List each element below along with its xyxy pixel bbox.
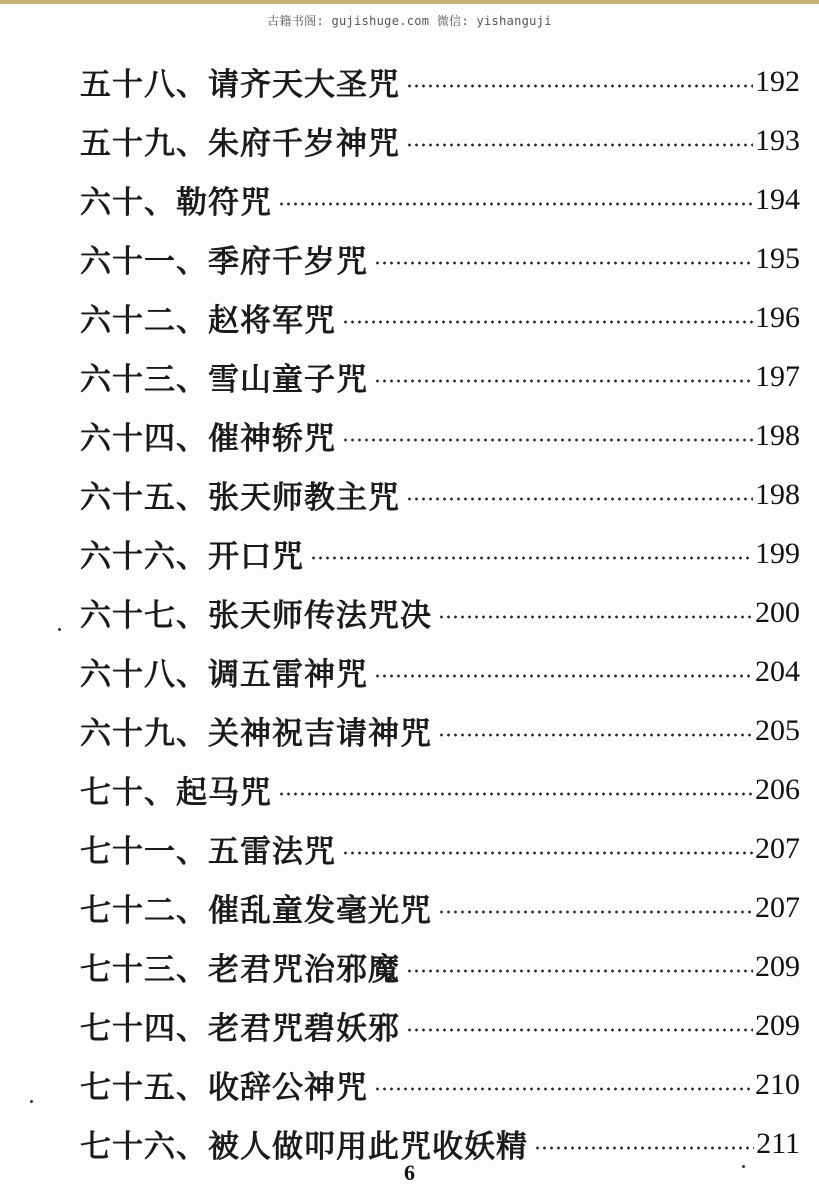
- dot-leader: [406, 1028, 753, 1032]
- dot-leader: [406, 969, 753, 973]
- entry-page-number: 198: [755, 418, 800, 452]
- entry-page-number: 192: [755, 64, 800, 98]
- entry-page-number: 207: [755, 831, 800, 865]
- toc-entry: [80, 878, 800, 937]
- toc-entry: [80, 406, 800, 465]
- dot-leader: [406, 84, 753, 88]
- toc-entry: [80, 819, 800, 878]
- entry-page-number: 204: [755, 654, 800, 688]
- toc-entry: [80, 937, 800, 996]
- entry-title: 七十二、催乱童发毫光咒: [80, 893, 432, 929]
- entry-page-number: 205: [755, 713, 800, 747]
- dot-leader: [406, 497, 753, 501]
- dot-leader: [374, 1087, 753, 1091]
- toc-entry: [80, 229, 800, 288]
- top-border: [0, 0, 819, 4]
- entry-page-number: 194: [755, 182, 800, 216]
- dot-leader: [342, 851, 753, 855]
- entry-page-number: 195: [755, 241, 800, 275]
- scan-speck: [742, 1165, 745, 1168]
- entry-title: 六十五、张天师教主咒: [80, 480, 400, 516]
- toc-entry: [80, 465, 800, 524]
- entry-page-number: 197: [755, 359, 800, 393]
- dot-leader: [342, 320, 753, 324]
- toc-entry: [80, 760, 800, 819]
- entry-title: 六十二、赵将军咒: [80, 303, 336, 339]
- entry-page-number: 193: [755, 123, 800, 157]
- toc-entry: [80, 347, 800, 406]
- entry-page-number: 200: [755, 595, 800, 629]
- entry-title: 六十四、催神轿咒: [80, 421, 336, 457]
- entry-title: 六十九、关神祝吉请神咒: [80, 716, 432, 752]
- entry-title: 五十九、朱府千岁神咒: [80, 126, 400, 162]
- scan-speck: [58, 628, 61, 631]
- toc-entry: [80, 642, 800, 701]
- entry-page-number: 196: [755, 300, 800, 334]
- table-of-contents: [80, 52, 800, 1173]
- toc-entry: [80, 170, 800, 229]
- scan-speck: [30, 1100, 33, 1103]
- dot-leader: [374, 379, 753, 383]
- dot-leader: [534, 1146, 754, 1150]
- dot-leader: [438, 910, 753, 914]
- toc-entry: [80, 996, 800, 1055]
- dot-leader: [374, 674, 753, 678]
- entry-title: 六十六、开口咒: [80, 539, 304, 575]
- toc-entry: [80, 583, 800, 642]
- dot-leader: [342, 438, 753, 442]
- entry-title: 七十一、五雷法咒: [80, 834, 336, 870]
- entry-page-number: 206: [755, 772, 800, 806]
- entry-title: 六十、勒符咒: [80, 185, 272, 221]
- entry-title: 六十一、季府千岁咒: [80, 244, 368, 280]
- dot-leader: [406, 143, 753, 147]
- entry-page-number: 198: [755, 477, 800, 511]
- dot-leader: [438, 615, 753, 619]
- entry-page-number: 209: [755, 949, 800, 983]
- entry-page-number: 210: [755, 1067, 800, 1101]
- entry-title: 七十三、老君咒治邪魔: [80, 952, 400, 988]
- toc-entry: [80, 524, 800, 583]
- toc-entry: [80, 288, 800, 347]
- entry-page-number: 199: [755, 536, 800, 570]
- dot-leader: [438, 733, 753, 737]
- dot-leader: [374, 261, 753, 265]
- dot-leader: [278, 792, 753, 796]
- entry-title: 六十八、调五雷神咒: [80, 657, 368, 693]
- watermark-text: 古籍书阁: gujishuge.com 微信: yishanguji: [267, 14, 552, 28]
- dot-leader: [310, 556, 753, 560]
- entry-title: 七十四、老君咒碧妖邪: [80, 1011, 400, 1047]
- page-number: 6: [404, 1160, 415, 1185]
- toc-entry: [80, 701, 800, 760]
- entry-title: 七十六、被人做叩用此咒收妖精: [80, 1129, 528, 1165]
- entry-title: 七十、起马咒: [80, 775, 272, 811]
- toc-entry: [80, 1055, 800, 1114]
- entry-title: 六十七、张天师传法咒决: [80, 598, 432, 634]
- toc-entry: [80, 111, 800, 170]
- entry-title: 七十五、收辞公神咒: [80, 1070, 368, 1106]
- toc-entry: [80, 52, 800, 111]
- dot-leader: [278, 202, 753, 206]
- entry-page-number: 211: [756, 1126, 800, 1160]
- entry-page-number: 207: [755, 890, 800, 924]
- entry-page-number: 209: [755, 1008, 800, 1042]
- entry-title: 六十三、雪山童子咒: [80, 362, 368, 398]
- entry-title: 五十八、请齐天大圣咒: [80, 67, 400, 103]
